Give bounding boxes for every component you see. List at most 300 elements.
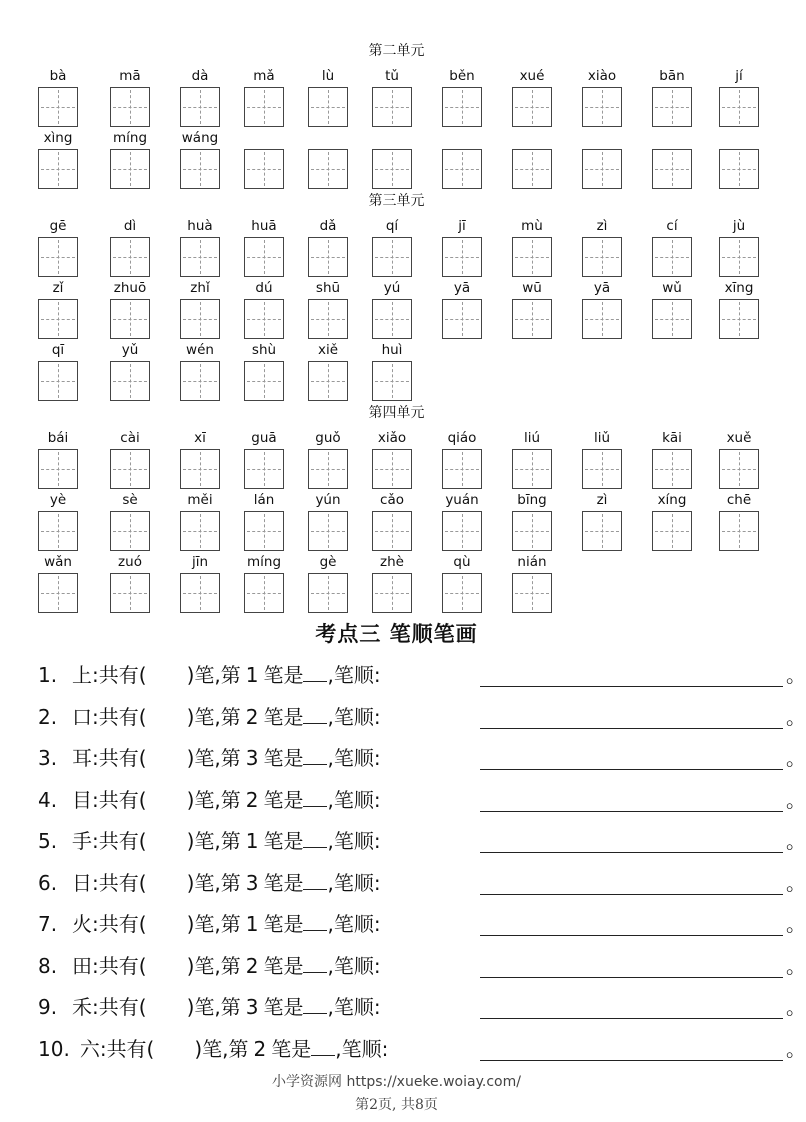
writing-box[interactable]	[180, 361, 220, 401]
pinyin-cell	[719, 279, 759, 339]
writing-box[interactable]	[372, 149, 412, 189]
total-suffix: )笔,	[186, 829, 221, 853]
writing-box[interactable]	[652, 149, 692, 189]
writing-box[interactable]	[244, 149, 284, 189]
stroke-question	[38, 951, 806, 981]
writing-box[interactable]	[582, 299, 622, 339]
pinyin-cell	[244, 429, 284, 489]
writing-box[interactable]	[38, 573, 78, 613]
pinyin-label: sè	[122, 492, 138, 508]
pinyin-label: jīn	[191, 554, 209, 570]
writing-box[interactable]	[110, 299, 150, 339]
stroke-order-answer-line[interactable]	[480, 957, 783, 978]
nth-stroke-blank[interactable]	[311, 1037, 335, 1056]
writing-box[interactable]	[180, 237, 220, 277]
writing-box[interactable]	[180, 449, 220, 489]
pinyin-label: mā	[119, 68, 141, 84]
stroke-question	[38, 1034, 806, 1064]
question-number: 5.	[38, 829, 58, 853]
pinyin-label: qí	[385, 218, 399, 234]
writing-box[interactable]	[38, 361, 78, 401]
pinyin-cell	[372, 553, 412, 613]
pinyin-cell	[512, 129, 552, 189]
pinyin-cell	[38, 129, 78, 189]
writing-box[interactable]	[372, 511, 412, 551]
pinyin-label: zuó	[118, 554, 142, 570]
pinyin-cell	[38, 491, 78, 551]
writing-box[interactable]	[652, 237, 692, 277]
total-prefix: 共有(	[98, 663, 147, 687]
writing-box[interactable]	[372, 573, 412, 613]
pinyin-cell	[442, 429, 482, 489]
question-character: 手	[72, 829, 92, 853]
end-punctuation: 。	[786, 1036, 806, 1061]
nth-suffix: 笔是	[263, 870, 304, 895]
writing-box[interactable]	[652, 449, 692, 489]
writing-box[interactable]	[512, 237, 552, 277]
nth-stroke-blank[interactable]	[303, 829, 327, 848]
writing-box[interactable]	[582, 149, 622, 189]
writing-box[interactable]	[372, 237, 412, 277]
order-label: ,笔顺:	[327, 870, 381, 895]
total-prefix: 共有(	[106, 1036, 155, 1061]
pinyin-label: qiáo	[447, 430, 477, 446]
pinyin-cell	[308, 491, 348, 551]
writing-box[interactable]	[308, 299, 348, 339]
total-suffix: )笔,	[194, 1036, 229, 1061]
pinyin-label	[709, 129, 769, 147]
pinyin-label: wū	[522, 280, 542, 296]
pinyin-cell	[308, 553, 348, 613]
colon-text: :	[92, 912, 99, 936]
writing-box[interactable]	[442, 237, 482, 277]
pinyin-row	[0, 429, 793, 489]
pinyin-cell	[110, 217, 150, 277]
pinyin-row	[0, 341, 793, 401]
stroke-order-answer-line[interactable]	[480, 998, 783, 1019]
stroke-order-answer-line[interactable]	[480, 708, 783, 729]
nth-number: 2	[253, 1036, 267, 1061]
pinyin-label	[572, 129, 632, 147]
pinyin-label: xiě	[317, 342, 339, 358]
writing-box[interactable]	[719, 149, 759, 189]
nth-prefix: 第	[220, 953, 241, 978]
nth-suffix: 笔是	[263, 746, 304, 770]
writing-box[interactable]	[719, 87, 759, 127]
pinyin-cell	[372, 341, 412, 401]
pinyin-label: wǎn	[44, 554, 72, 570]
pinyin-cell	[38, 67, 78, 127]
pinyin-cell	[442, 553, 482, 613]
writing-box[interactable]	[244, 87, 284, 127]
nth-number: 1	[245, 829, 259, 853]
question-character: 禾	[72, 995, 92, 1019]
writing-box[interactable]	[110, 361, 150, 401]
pinyin-label: shū	[315, 280, 341, 296]
pinyin-label: xīng	[724, 280, 754, 296]
unit-title: 第二单元	[368, 43, 425, 59]
writing-box[interactable]	[244, 299, 284, 339]
writing-box[interactable]	[110, 511, 150, 551]
pinyin-label: guā	[251, 430, 277, 446]
pinyin-cell	[652, 217, 692, 277]
order-label: ,笔顺:	[327, 953, 381, 978]
writing-box[interactable]	[512, 149, 552, 189]
writing-box[interactable]	[512, 299, 552, 339]
pinyin-cell	[38, 217, 78, 277]
colon-text: :	[92, 663, 99, 687]
nth-prefix: 第	[220, 663, 241, 687]
pinyin-label: qù	[453, 554, 471, 570]
pinyin-label: nián	[517, 554, 547, 570]
pinyin-label: zhuō	[113, 280, 147, 296]
writing-box[interactable]	[244, 449, 284, 489]
pinyin-label: míng	[112, 130, 148, 146]
total-suffix: )笔,	[186, 870, 221, 895]
end-punctuation: 。	[786, 704, 806, 729]
pinyin-cell	[512, 491, 552, 551]
stroke-question	[38, 868, 806, 898]
pinyin-label: dú	[255, 280, 273, 296]
pinyin-label: qī	[51, 342, 65, 358]
pinyin-label: yú	[383, 280, 401, 296]
nth-stroke-blank[interactable]	[303, 995, 327, 1014]
total-suffix: )笔,	[186, 704, 221, 729]
nth-number: 2	[245, 953, 259, 978]
total-suffix: )笔,	[186, 912, 221, 936]
pinyin-cell	[244, 217, 284, 277]
order-label: ,笔顺:	[327, 912, 381, 936]
footer-source: 小学资源网 https://xueke.woiay.com/	[272, 1074, 521, 1090]
total-prefix: 共有(	[98, 953, 147, 978]
pinyin-cell	[110, 491, 150, 551]
writing-box[interactable]	[512, 87, 552, 127]
nth-number: 2	[245, 787, 259, 812]
nth-suffix: 笔是	[263, 829, 304, 853]
pinyin-cell	[38, 429, 78, 489]
writing-box[interactable]	[180, 299, 220, 339]
writing-box[interactable]	[308, 87, 348, 127]
writing-box[interactable]	[652, 299, 692, 339]
nth-stroke-blank[interactable]	[303, 663, 327, 682]
pinyin-cell	[512, 67, 552, 127]
pinyin-cell	[372, 279, 412, 339]
pinyin-cell	[582, 279, 622, 339]
nth-suffix: 笔是	[263, 995, 304, 1019]
pinyin-label: lán	[253, 492, 275, 508]
pinyin-cell	[308, 67, 348, 127]
writing-box[interactable]	[110, 87, 150, 127]
colon-text: :	[92, 704, 99, 729]
footer-page: 第2页, 共8页	[355, 1097, 438, 1113]
total-suffix: )笔,	[186, 787, 221, 812]
pinyin-cell	[512, 553, 552, 613]
writing-box[interactable]	[442, 149, 482, 189]
pinyin-label: huā	[251, 218, 277, 234]
pinyin-cell	[582, 217, 622, 277]
writing-box[interactable]	[372, 299, 412, 339]
total-prefix: 共有(	[98, 870, 147, 895]
end-punctuation: 。	[786, 787, 806, 812]
pinyin-row	[0, 491, 793, 551]
writing-box[interactable]	[719, 449, 759, 489]
writing-box[interactable]	[110, 573, 150, 613]
writing-box[interactable]	[442, 573, 482, 613]
pinyin-label: xī	[194, 430, 206, 446]
pinyin-cell	[372, 429, 412, 489]
nth-stroke-blank[interactable]	[303, 912, 327, 931]
question-number: 10.	[38, 1036, 70, 1061]
pinyin-cell	[719, 429, 759, 489]
pinyin-cell	[308, 129, 348, 189]
pinyin-label: liǔ	[593, 430, 611, 446]
pinyin-cell	[442, 67, 482, 127]
writing-box[interactable]	[719, 299, 759, 339]
pinyin-cell	[512, 279, 552, 339]
writing-box[interactable]	[244, 511, 284, 551]
total-suffix: )笔,	[186, 746, 221, 770]
question-number: 9.	[38, 995, 58, 1019]
pinyin-label: yún	[315, 492, 341, 508]
nth-prefix: 第	[220, 870, 241, 895]
writing-box[interactable]	[512, 511, 552, 551]
nth-prefix: 第	[220, 746, 241, 770]
pinyin-label: zhè	[380, 554, 404, 570]
writing-box[interactable]	[512, 573, 552, 613]
pinyin-label: xiào	[587, 68, 617, 84]
pinyin-cell	[244, 553, 284, 613]
pinyin-row	[0, 129, 793, 189]
order-label: ,笔顺:	[327, 663, 381, 687]
total-prefix: 共有(	[98, 995, 147, 1019]
pinyin-cell	[652, 129, 692, 189]
end-punctuation: 。	[786, 829, 806, 853]
writing-box[interactable]	[308, 449, 348, 489]
writing-box[interactable]	[180, 511, 220, 551]
nth-suffix: 笔是	[263, 704, 304, 729]
nth-suffix: 笔是	[271, 1036, 312, 1061]
stroke-order-answer-line[interactable]	[480, 666, 783, 687]
pinyin-row	[0, 217, 793, 277]
question-number: 1.	[38, 663, 58, 687]
order-label: ,笔顺:	[327, 995, 381, 1019]
nth-stroke-blank[interactable]	[303, 788, 327, 807]
pinyin-label: lù	[321, 68, 335, 84]
writing-box[interactable]	[442, 449, 482, 489]
writing-box[interactable]	[110, 237, 150, 277]
pinyin-cell	[652, 429, 692, 489]
pinyin-label: shù	[251, 342, 277, 358]
nth-stroke-blank[interactable]	[303, 746, 327, 765]
pinyin-label	[298, 129, 358, 147]
pinyin-cell	[110, 553, 150, 613]
stroke-order-answer-line[interactable]	[480, 915, 783, 936]
pinyin-row	[0, 279, 793, 339]
pinyin-cell	[372, 67, 412, 127]
pinyin-cell	[110, 429, 150, 489]
pinyin-cell	[372, 217, 412, 277]
pinyin-cell	[372, 491, 412, 551]
nth-suffix: 笔是	[263, 787, 304, 812]
pinyin-cell	[582, 67, 622, 127]
pinyin-label: míng	[246, 554, 282, 570]
pinyin-label	[362, 129, 422, 147]
writing-box[interactable]	[38, 449, 78, 489]
pinyin-label: kāi	[662, 430, 682, 446]
writing-box[interactable]	[582, 511, 622, 551]
writing-box[interactable]	[719, 511, 759, 551]
writing-box[interactable]	[582, 87, 622, 127]
pinyin-cell	[244, 491, 284, 551]
pinyin-label: bái	[47, 430, 69, 446]
nth-stroke-blank[interactable]	[303, 954, 327, 973]
colon-text: :	[92, 995, 99, 1019]
writing-box[interactable]	[308, 237, 348, 277]
pinyin-label	[642, 129, 702, 147]
writing-box[interactable]	[719, 237, 759, 277]
pinyin-cell	[110, 279, 150, 339]
writing-box[interactable]	[110, 149, 150, 189]
order-label: ,笔顺:	[327, 746, 381, 770]
writing-box[interactable]	[38, 299, 78, 339]
nth-prefix: 第	[228, 1036, 249, 1061]
writing-box[interactable]	[372, 87, 412, 127]
end-punctuation: 。	[786, 912, 806, 936]
pinyin-cell	[582, 491, 622, 551]
end-punctuation: 。	[786, 746, 806, 770]
writing-box[interactable]	[442, 299, 482, 339]
pinyin-cell	[244, 129, 284, 189]
pinyin-label: zhǐ	[190, 280, 210, 296]
order-label: ,笔顺:	[327, 704, 381, 729]
pinyin-cell	[180, 341, 220, 401]
writing-box[interactable]	[180, 87, 220, 127]
writing-box[interactable]	[308, 573, 348, 613]
pinyin-cell	[38, 341, 78, 401]
nth-stroke-blank[interactable]	[303, 705, 327, 724]
pinyin-label: xìng	[43, 130, 73, 146]
writing-box[interactable]	[180, 573, 220, 613]
writing-box[interactable]	[442, 511, 482, 551]
writing-box[interactable]	[38, 87, 78, 127]
pinyin-label: tǔ	[385, 68, 399, 84]
nth-prefix: 第	[220, 912, 241, 936]
question-character: 口	[72, 704, 92, 729]
colon-text: :	[99, 1036, 107, 1061]
writing-box[interactable]	[110, 449, 150, 489]
writing-box[interactable]	[512, 449, 552, 489]
pinyin-cell	[442, 129, 482, 189]
pinyin-label: cài	[120, 430, 140, 446]
writing-box[interactable]	[442, 87, 482, 127]
pinyin-label: wáng	[181, 130, 219, 146]
order-label: ,笔顺:	[327, 829, 381, 853]
pinyin-cell	[442, 217, 482, 277]
pinyin-cell	[110, 129, 150, 189]
pinyin-label: cí	[666, 218, 678, 234]
writing-box[interactable]	[652, 511, 692, 551]
end-punctuation: 。	[786, 663, 806, 687]
writing-box[interactable]	[180, 149, 220, 189]
stroke-order-answer-line[interactable]	[480, 791, 783, 812]
pinyin-label: huì	[381, 342, 403, 358]
writing-box[interactable]	[372, 361, 412, 401]
pinyin-cell	[180, 217, 220, 277]
pinyin-cell	[719, 217, 759, 277]
stroke-order-answer-line[interactable]	[480, 874, 783, 895]
writing-box[interactable]	[372, 449, 412, 489]
colon-text: :	[92, 829, 99, 853]
pinyin-label: cǎo	[380, 492, 404, 508]
pinyin-label: jī	[458, 218, 466, 234]
writing-box[interactable]	[652, 87, 692, 127]
pinyin-label: yā	[593, 280, 611, 296]
writing-box[interactable]	[244, 237, 284, 277]
question-number: 4.	[38, 787, 58, 812]
pinyin-label: jù	[732, 218, 746, 234]
question-number: 6.	[38, 870, 58, 895]
pinyin-label: xué	[519, 68, 545, 84]
pinyin-cell	[244, 67, 284, 127]
nth-prefix: 第	[220, 829, 241, 853]
colon-text: :	[92, 870, 99, 895]
pinyin-cell	[582, 129, 622, 189]
writing-box[interactable]	[38, 511, 78, 551]
pinyin-cell	[38, 553, 78, 613]
pinyin-label: guǒ	[315, 430, 341, 446]
pinyin-cell	[180, 279, 220, 339]
pinyin-cell	[372, 129, 412, 189]
writing-box[interactable]	[244, 361, 284, 401]
pinyin-label: wén	[186, 342, 214, 358]
pinyin-cell	[180, 491, 220, 551]
writing-box[interactable]	[308, 149, 348, 189]
writing-box[interactable]	[38, 237, 78, 277]
pinyin-cell	[180, 67, 220, 127]
pinyin-label	[234, 129, 294, 147]
stroke-order-answer-line[interactable]	[480, 1040, 783, 1061]
question-character: 上	[72, 663, 92, 687]
pinyin-cell	[244, 341, 284, 401]
nth-prefix: 第	[220, 995, 241, 1019]
question-character: 目	[72, 787, 92, 812]
nth-suffix: 笔是	[263, 912, 304, 936]
pinyin-cell	[180, 553, 220, 613]
stroke-order-answer-line[interactable]	[480, 749, 783, 770]
order-label: ,笔顺:	[327, 787, 381, 812]
pinyin-cell	[442, 491, 482, 551]
stroke-question	[38, 785, 806, 815]
writing-box[interactable]	[582, 449, 622, 489]
pinyin-cell	[442, 279, 482, 339]
writing-box[interactable]	[38, 149, 78, 189]
stroke-order-answer-line[interactable]	[480, 832, 783, 853]
nth-number: 1	[245, 912, 259, 936]
pinyin-cell	[719, 67, 759, 127]
total-suffix: )笔,	[186, 995, 221, 1019]
pinyin-cell	[652, 279, 692, 339]
pinyin-cell	[180, 429, 220, 489]
pinyin-cell	[719, 491, 759, 551]
writing-box[interactable]	[308, 361, 348, 401]
writing-box[interactable]	[582, 237, 622, 277]
question-character: 耳	[72, 746, 92, 770]
writing-box[interactable]	[244, 573, 284, 613]
pinyin-cell	[38, 279, 78, 339]
nth-stroke-blank[interactable]	[303, 871, 327, 890]
writing-box[interactable]	[308, 511, 348, 551]
pinyin-label: mù	[521, 218, 543, 234]
